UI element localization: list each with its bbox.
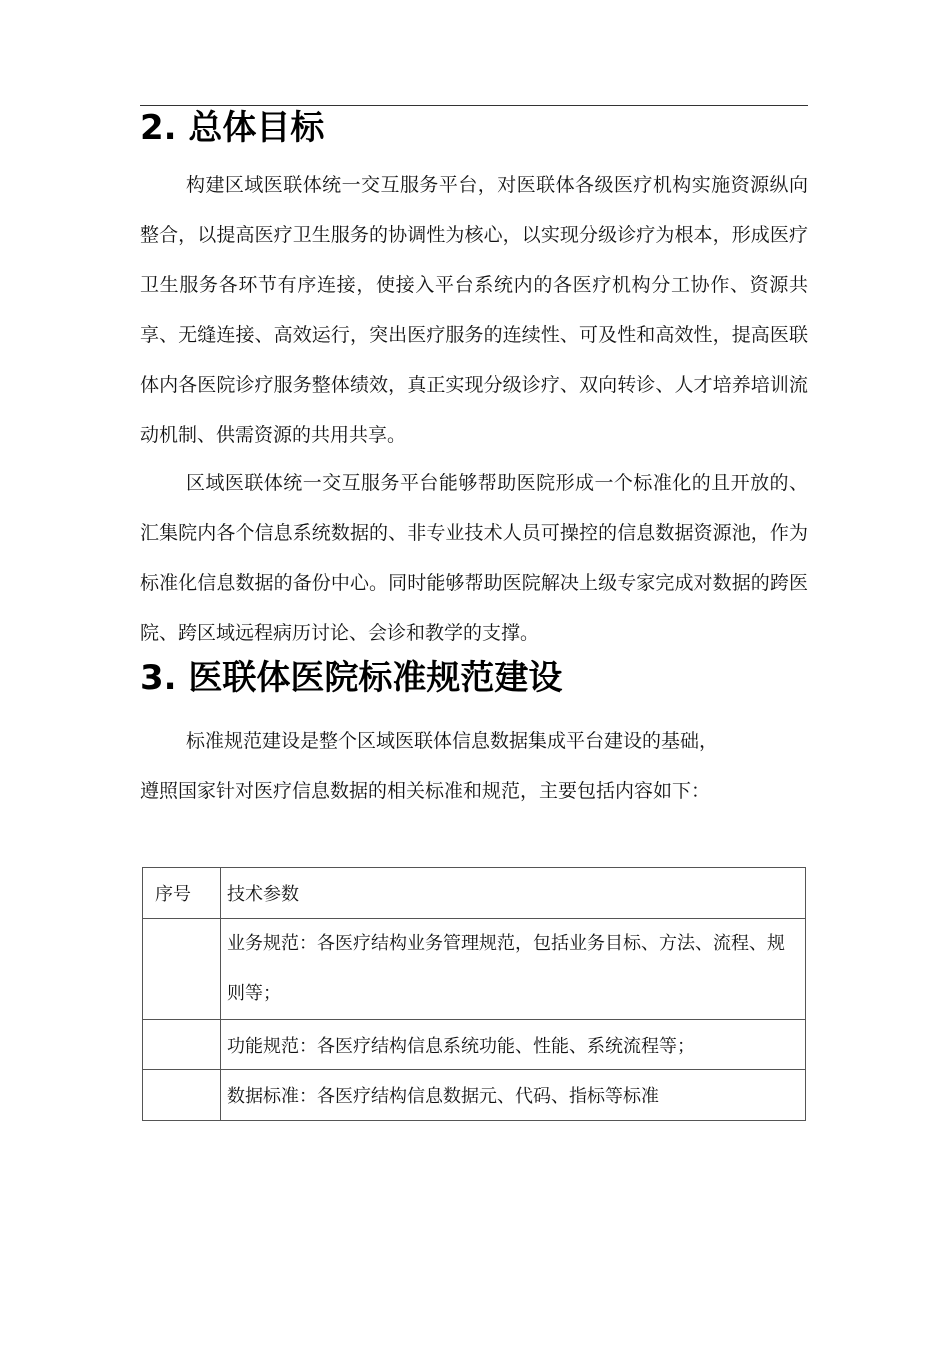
table-cell-param: 数据标准：各医疗结构信息数据元、代码、指标等标准: [221, 1070, 806, 1121]
table-header-row: [143, 868, 806, 919]
table-cell-param: 功能规范：各医疗结构信息系统功能、性能、系统流程等；: [221, 1020, 806, 1070]
table-row: [143, 1020, 806, 1070]
header-cell-no: 序号: [143, 868, 221, 919]
table-cell-param: 业务规范：各医疗结构业务管理规范，包括业务目标、方法、流程、规则等；: [221, 919, 806, 1020]
table-row: [143, 919, 806, 1020]
table-cell-no: [143, 1020, 221, 1070]
section-2-title: 2. 总体目标: [140, 108, 325, 148]
technical-parameters-table: [142, 867, 806, 1121]
section-3-intro: 标准规范建设是整个区域医联体信息数据集成平台建设的基础，遵照国家针对医疗信息数据的相关标准和规范，主要包括内容如下：: [140, 730, 719, 802]
section-2-paragraph-2: 区域医联体统一交互服务平台能够帮助医院形成一个标准化的且开放的、汇集院内各个信息系统数据的、非专业技术人员可操控的信息数据资源池，作为标准化信息数据的备份中心。同时能够帮助医院解决上级专家完成对数据的跨医院、跨区域远程病历讨论、会诊和教学的支撑。: [140, 472, 808, 644]
table-cell-no: [143, 1070, 221, 1121]
header-cell-param: 技术参数: [221, 868, 806, 919]
section-3-title: 3. 医联体医院标准规范建设: [140, 658, 563, 698]
section-2-paragraph-1: 构建区域医联体统一交互服务平台，对医联体各级医疗机构实施资源纵向整合，以提高医疗卫生服务的协调性为核心，以实现分级诊疗为根本，形成医疗卫生服务各环节有序连接，使接入平台系统内的各医疗机构分工协作、资源共享、无缝连接、高效运行，突出医疗服务的连续性、可及性和高效性，提高医联体内各医院诊疗服务整体绩效，真正实现分级诊疗、双向转诊、人才培养培训流动机制、供需资源的共用共享。: [140, 174, 808, 446]
table-cell-no: [143, 919, 221, 1020]
table-row: [143, 1070, 806, 1121]
